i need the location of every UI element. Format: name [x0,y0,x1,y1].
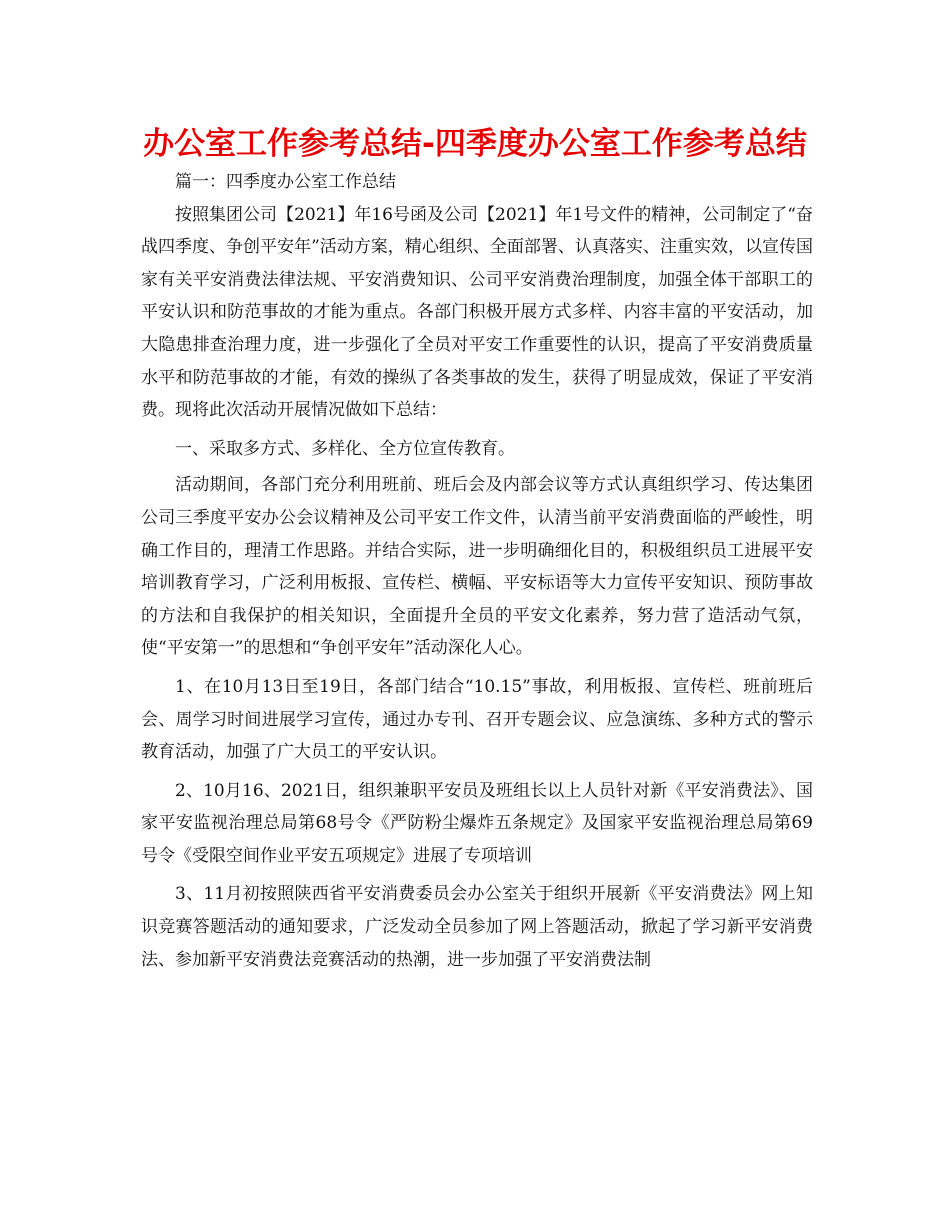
list-item-3: 3、11月初按照陕西省平安消费委员会办公室关于组织开展新《平安消费法》网上知识竞赛答题活动的通知要求，广泛发动全员参加了网上答题活动，掀起了学习新平安消费法、参加新平安消费法竞赛活动的热潮，进一步加强了平安消费法制 [141,884,813,970]
list-item-2: 2、10月16、2021日，组织兼职平安员及班组长以上人员针对新《平安消费法》、国家平安监视治理总局第68号令《严防粉尘爆炸五条规定》及国家平安监视治理总局第69号令《受限空间作业平安五项规定》进展了专项培训 [141,780,813,866]
list-item-1: 1、在10月13日至19日，各部门结合“10.15”事故，利用板报、宣传栏、班前班后会、周学习时间进展学习宣传，通过办专刊、召开专题会议、应急演练、多种方式的警示教育活动，加强了广大员工的平安认识。 [141,676,813,763]
document-body [141,166,813,976]
document-title: 办公室工作参考总结-四季度办公室工作参考总结 [143,126,807,162]
section-label: 篇一：四季度办公室工作总结 [175,172,396,192]
paragraph-activity: 活动期间，各部门充分利用班前、班后会及内部会议等方式认真组织学习、传达集团公司三季度平安办公会议精神及公司平安工作文件，认清当前平安消费面临的严峻性，明确工作目的，理清工作思路。并结合实际，进一步明确细化目的，积极组织员工进展平安培训教育学习，广泛利用板报、宣传栏、横幅、平安标语等大力宣传平安知识、预防事故的方法和自我保护的相关知识，全面提升全员的平安文化素养，努力营了造活动气氛，使“平安第一”的思想和“争创平安年”活动深化人心。 [141,475,813,659]
section-heading: 一、采取多方式、多样化、全方位宣传教育。 [175,438,515,459]
paragraph-intro: 按照集团公司【2021】年16号函及公司【2021】年1号文件的精神，公司制定了“奋战四季度、争创平安年”活动方案，精心组织、全面部署、认真落实、注重实效，以宣传国家有关平安消费法律法规、平安消费知识、公司平安消费治理制度，加强全体干部职工的平安认识和防范事故的才能为重点。各部门积极开展方式多样、内容丰富的平安活动，加大隐患排查治理力度，进一步强化了全员对平安工作重要性的认识，提高了平安消费质量水平和防范事故的才能，有效的操纵了各类事故的发生，获得了明显成效，保证了平安消费。现将此次活动开展情况做如下总结： [141,204,813,421]
